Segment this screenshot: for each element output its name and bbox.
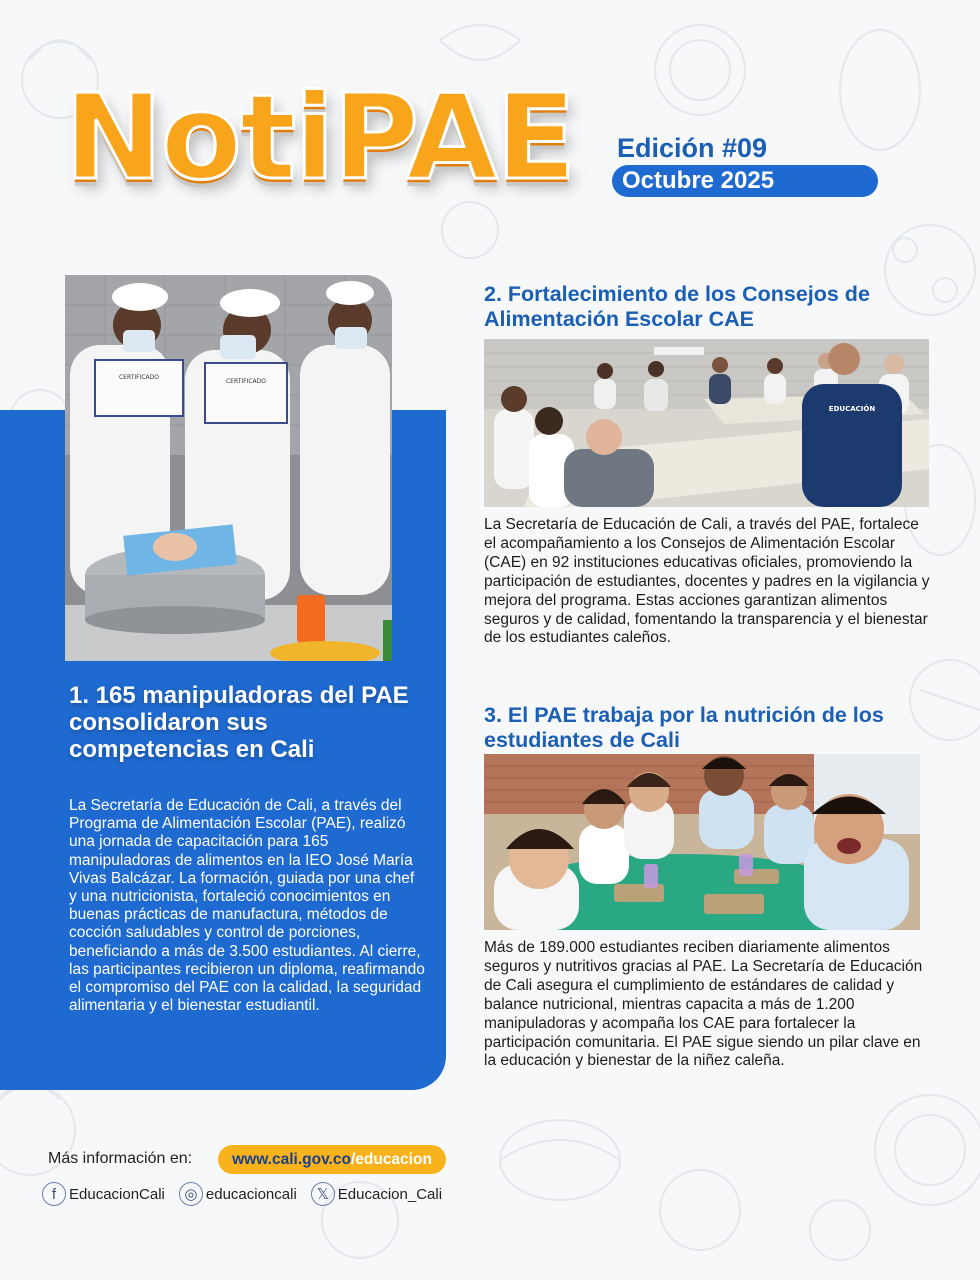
article1-photo-manipuladoras <box>65 275 392 661</box>
article2-photo-meeting <box>484 339 929 507</box>
manipuladoras-illustration <box>65 275 392 661</box>
notipae-logo: NotiPAE <box>64 68 575 206</box>
website-path: /educacion <box>350 1151 432 1168</box>
facebook-icon: f <box>42 1182 66 1206</box>
article2-body: La Secretaría de Educación de Cali, a través del PAE, fortalece el acompañamiento a los Consejos de Alimentación Escolar (CAE) en 92 instituciones educativas oficiales, promoviendo la participación de estudiantes, docentes y padres en la vigilancia y mejora del programa. Estas acciones garantizan alimentos seguros y de calidad, fomentando la transparencia y el bienestar de los estudiantes caleños. <box>484 516 930 647</box>
social-links <box>42 1182 442 1206</box>
article3-body: Más de 189.000 estudiantes reciben diariamente alimentos seguros y nutritivos gracias al PAE. La Secretaría de Educación de Cali asegura el cumplimiento de estándares de calidad y balance nutricional, mientras capacita a más de 1.200 manipuladoras y acompaña los CAE para fortalecer la participación comunitaria. El PAE sigue siendo un pilar clave en la educación y bienestar de la niñez caleña. <box>484 939 923 1070</box>
instagram-handle: educacioncali <box>205 1185 297 1203</box>
social-instagram[interactable] <box>179 1182 297 1206</box>
social-x[interactable] <box>311 1182 442 1206</box>
article3-photo-students <box>484 754 920 930</box>
more-info-label: Más información en: <box>48 1150 193 1167</box>
meeting-illustration <box>484 339 929 507</box>
students-illustration <box>484 754 920 930</box>
article3-title: 3. El PAE trabaja por la nutrición de los estudiantes de Cali <box>484 703 884 752</box>
instagram-icon: ◎ <box>179 1182 203 1206</box>
website-domain: www.cali.gov.co <box>232 1151 351 1168</box>
article2-title: 2. Fortalecimiento de los Consejos de Alimentación Escolar CAE <box>484 282 870 331</box>
website-link[interactable] <box>218 1145 446 1174</box>
article1-body: La Secretaría de Educación de Cali, a través del Programa de Alimentación Escolar (PAE), realizó una jornada de capacitación para 165 manipuladoras de alimentos en la IEO José María Vivas Balcázar. La formación, guiada por una chef y una nutricionista, fortaleció conocimientos en buenas prácticas de manufactura, métodos de cocción saludables y control de porciones, beneficiando a más de 3.500 estudiantes. Al cierre, las participantes recibieron un diploma, reafirmando el compromiso del PAE con la calidad, la seguridad alimentaria y el bienestar estudiantil. <box>69 797 425 1015</box>
month-badge: Octubre 2025 <box>612 165 878 197</box>
social-facebook[interactable] <box>42 1182 165 1206</box>
certificate-text-left: CERTIFICADO <box>118 374 160 381</box>
article1-title: 1. 165 manipuladoras del PAE consolidaron sus competencias en Cali <box>69 682 409 763</box>
facebook-handle: EducacionCali <box>69 1185 165 1203</box>
x-icon: 𝕏 <box>311 1182 335 1206</box>
edition-number: Edición #09 <box>617 133 768 163</box>
certificate-text-right: CERTIFICADO <box>225 378 267 385</box>
vest-label: EDUCACIÓN <box>828 405 876 413</box>
x-handle: Educacion_Cali <box>337 1185 443 1203</box>
